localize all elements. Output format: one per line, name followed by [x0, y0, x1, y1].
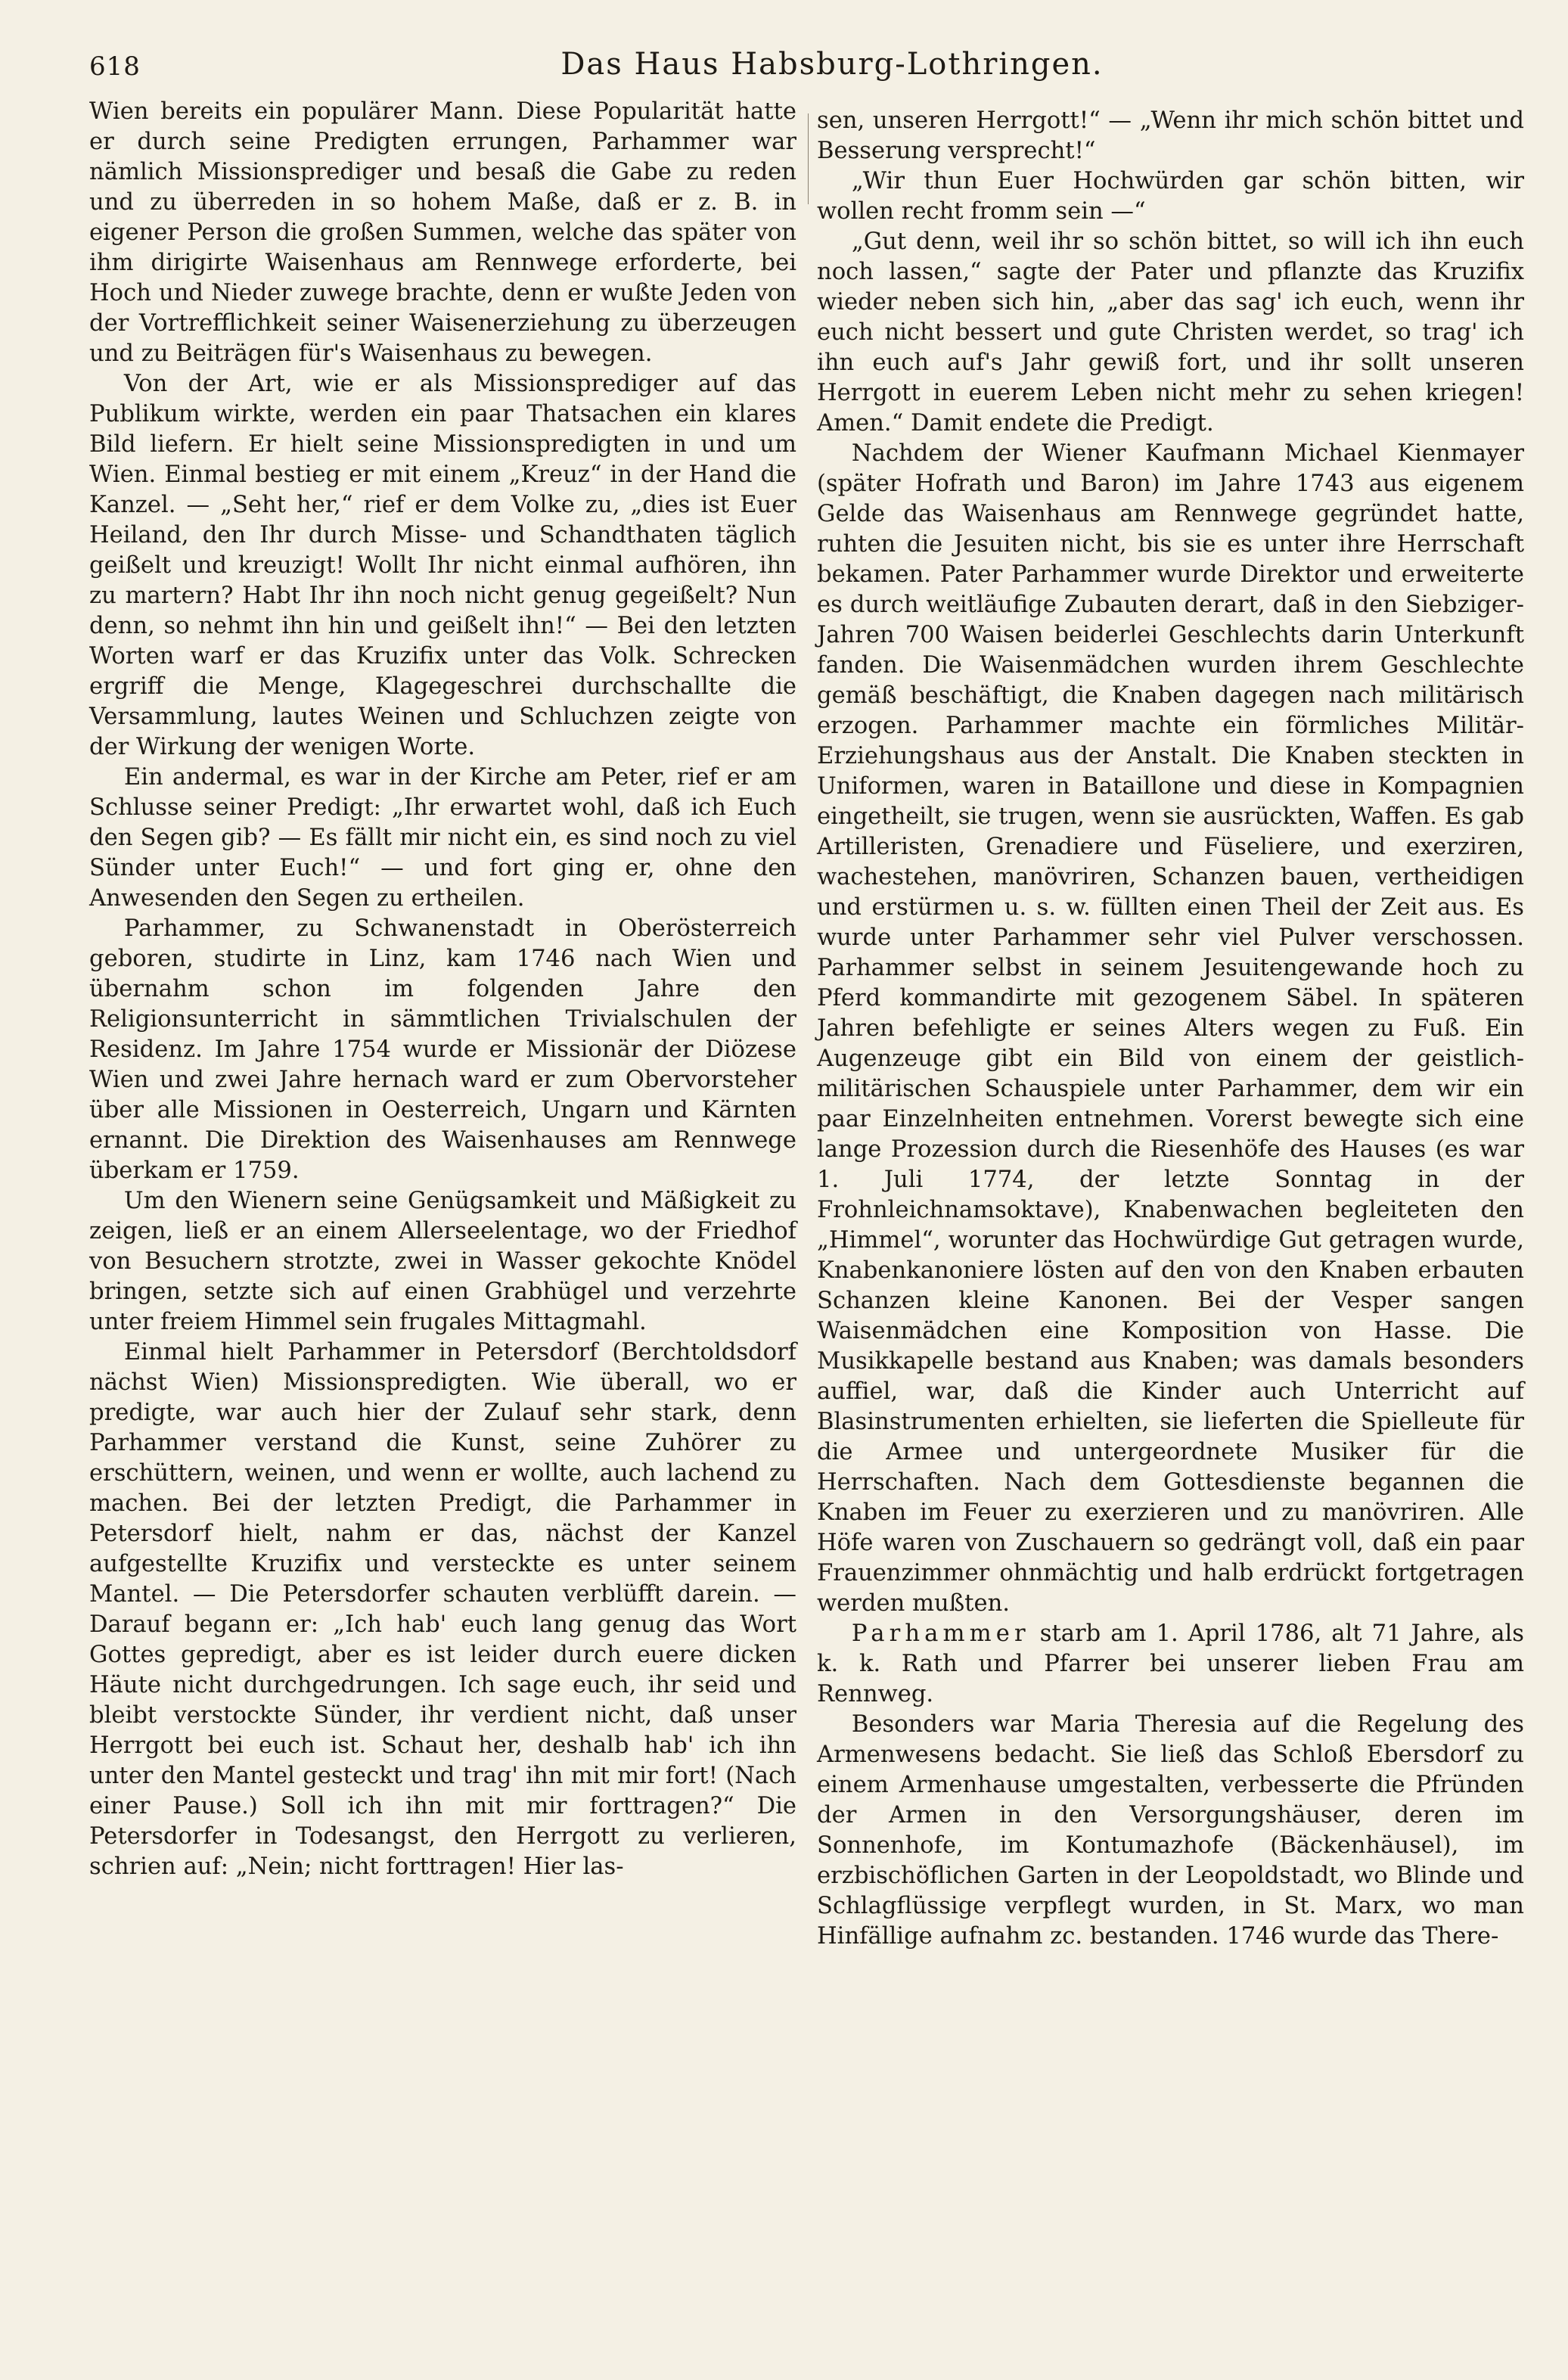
paragraph: Parhammer, zu Schwanenstadt in Oberösterreich geboren, studirte in Linz, kam 1746 nach Wien und übernahm schon im folgenden Jahre den Religionsunterricht in sämmtlichen Trivialschulen der Residenz. Im Jahre 1754 wurde er Missionär der Diözese Wien und zwei Jahre hernach ward er zum Obervorsteher über alle Missionen in Oesterreich, Ungarn und Kärnten ernannt. Die Direktion des Waisenhauses am Rennwege überkam er 1759.: [89, 915, 796, 1184]
paragraph: sen, unseren Herrgott!“ — „Wenn ihr mich schön bittet und Besserung versprecht!“: [817, 107, 1524, 164]
paragraph: Besonders war Maria Theresia auf die Regelung des Armenwesens bedacht. Sie ließ das Schloß Ebersdorf zu einem Armenhause umgestalten, verbesserte die Pfründen der Armen in den Versorgungshäuser, deren im Sonnenhofe, im Kontumazhofe (Bäckenhäusel), im erzbischöflichen Garten in der Leopoldstadt, wo Blinde und Schlagflüssige verpflegt wurden, in St. Marx, wo man Hinfällige aufnahm zc. bestanden. 1746 wurde das There-: [817, 1711, 1524, 1950]
paragraph: Von der Art, wie er als Missionsprediger auf das Publikum wirkte, werden ein paar Thatsachen ein klares Bild liefern. Er hielt seine Missionspredigten in und um Wien. Einmal bestieg er mit einem „Kreuz“ in der Hand die Kanzel. — „Seht her,“ rief er dem Volke zu, „dies ist Euer Heiland, den Ihr durch Misse- und Schandthaten täglich geißelt und kreuzigt! Wollt Ihr nicht einmal aufhören, ihn zu martern? Habt Ihr ihn noch nicht genug gegeißelt? Nun denn, so nehmt ihn hin und geißelt ihn!“ — Bei den letzten Worten warf er das Kruzifix unter das Volk. Schrecken ergriff die Menge, Klagegeschrei durchschallte die Versammlung, lautes Weinen und Schluchzen zeigte von der Wirkung der wenigen Worte.: [89, 371, 796, 760]
paragraph: „Wir thun Euer Hochwürden gar schön bitten, wir wollen recht fromm sein —“: [817, 168, 1524, 225]
right-column: [817, 106, 1524, 1952]
column-divider: [808, 113, 809, 204]
death-notice-text: starb am 1. April 1786, alt 71 Jahre, als k. k. Rath und Pfarrer bei unserer lieben Frau am Rennweg.: [817, 1620, 1524, 1707]
page-number: 618: [89, 51, 141, 82]
paragraph: Wien bereits ein populärer Mann. Diese Popularität hatte er durch seine Predigten errungen, Parhammer war nämlich Missionsprediger und besaß die Gabe zu reden und zu überreden in so hohem Maße, daß er z. B. in eigener Person die großen Summen, welche das später von ihm dirigirte Waisenhaus am Rennwege erforderte, bei Hoch und Nieder zuwege brachte, denn er wußte Jeden von der Vortrefflichkeit seiner Waisenerziehung zu überzeugen und zu Beiträgen für's Waisenhaus zu bewegen.: [89, 98, 796, 367]
paragraph: Ein andermal, es war in der Kirche am Peter, rief er am Schlusse seiner Predigt: „Ihr erwartet wohl, daß ich Euch den Segen gib? — Es fällt mir nicht ein, es sind noch zu viel Sünder unter Euch!“ — und fort ging er, ohne den Anwesenden den Segen zu ertheilen.: [89, 764, 796, 912]
paragraph: Nachdem der Wiener Kaufmann Michael Kienmayer (später Hofrath und Baron) im Jahre 1743 aus eigenem Gelde das Waisenhaus am Rennwege gegründet hatte, ruhten die Jesuiten nicht, bis sie es unter ihre Herrschaft bekamen. Pater Parhammer wurde Direktor und erweiterte es durch weitläufige Zubauten derart, daß in den Siebziger-Jahren 700 Waisen beiderlei Geschlechts darin Unterkunft fanden. Die Waisenmädchen wurden ihrem Geschlechte gemäß beschäftigt, die Knaben dagegen nach militärisch erzogen. Parhammer machte ein förmliches Militär-Erziehungshaus aus der Anstalt. Die Knaben steckten in Uniformen, waren in Bataillone und diese in Kompagnien eingetheilt, sie trugen, wenn sie ausrückten, Waffen. Es gab Artilleristen, Grenadiere und Füseliere, und exerziren, wachestehen, manövriren, Schanzen bauen, vertheidigen und erstürmen u. s. w. füllten einen Theil der Zeit aus. Es wurde unter Parhammer sehr viel Pulver verschossen. Parhammer selbst in seinem Jesuitengewande hoch zu Pferd kommandirte mit gezogenem Säbel. In späteren Jahren befehligte er seines Alters wegen zu Fuß. Ein Augenzeuge gibt ein Bild von einem der geistlich-militärischen Schauspiele unter Parhammer, dem wir ein paar Einzelnheiten entnehmen. Vorerst bewegte sich eine lange Prozession durch die Riesenhöfe des Hauses (es war 1. Juli 1774, der letzte Sonntag in der Frohnleichnamsoktave), Knabenwachen begleiteten den „Himmel“, worunter das Hochwürdige Gut getragen wurde, Knabenkanoniere lösten auf den von den Knaben erbauten Schanzen kleine Kanonen. Bei der Vesper sangen Waisenmädchen eine Komposition von Hasse. Die Musikkapelle bestand aus Knaben; was damals besonders auffiel, war, daß die Kinder auch Unterricht auf Blasinstrumenten erhielten, sie lieferten die Spielleute für die Armee und untergeordnete Musiker für die Herrschaften. Nach dem Gottesdienste begannen die Knaben im Feuer zu exerzieren und zu manövriren. Alle Höfe waren von Zuschauern so gedrängt voll, daß ein paar Frauenzimmer ohnmächtig und halb erdrückt fortgetragen werden mußten.: [817, 440, 1524, 1617]
paragraph: Um den Wienern seine Genügsamkeit und Mäßigkeit zu zeigen, ließ er an einem Allerseelentage, wo der Friedhof von Besuchern strotzte, zwei in Wasser gekochte Knödel bringen, setzte sich auf einen Grabhügel und verzehrte unter freiem Himmel sein frugales Mittagmahl.: [89, 1188, 796, 1335]
paragraph: Einmal hielt Parhammer in Petersdorf (Berchtoldsdorf nächst Wien) Missionspredigten. Wie überall, wo er predigte, war auch hier der Zulauf sehr stark, denn Parhammer verstand die Kunst, seine Zuhörer zu erschüttern, weinen, und wenn er wollte, auch lachend zu machen. Bei der letzten Predigt, die Parhammer in Petersdorf hielt, nahm er das, nächst der Kanzel aufgestellte Kruzifix und versteckte es unter seinem Mantel. — Die Petersdorfer schauten verblüfft darein. — Darauf begann er: „Ich hab' euch lang genug das Wort Gottes gepredigt, aber es ist leider durch euere dicken Häute nicht durchgedrungen. Ich sage euch, ihr seid und bleibt verstockte Sünder, ihr verdient nicht, daß unser Herrgott bei euch ist. Schaut her, deshalb hab' ich ihn unter den Mantel gesteckt und trag' ihn mit mir fort! (Nach einer Pause.) Soll ich ihn mit mir forttragen?“ Die Petersdorfer in Todesangst, den Herrgott zu verlieren, schrien auf: „Nein; nicht forttragen! Hier las-: [89, 1339, 796, 1880]
left-column: [89, 97, 796, 1882]
paragraph: „Gut denn, weil ihr so schön bittet, so will ich ihn euch noch lassen,“ sagte der Pater und pflanzte das Kruzifix wieder neben sich hin, „aber das sag' ich euch, wenn ihr euch nicht bessert und gute Christen werdet, so trag' ich ihn euch auf's Jahr gewiß fort, und ihr sollt unseren Herrgott in euerem Leben nicht mehr zu sehen kriegen! Amen.“ Damit endete die Predigt.: [817, 228, 1524, 437]
spaced-name: Parhammer: [851, 1620, 1030, 1647]
running-head: Das Haus Habsburg-Lothringen.: [560, 47, 1104, 82]
death-notice-paragraph: [817, 1619, 1524, 1710]
